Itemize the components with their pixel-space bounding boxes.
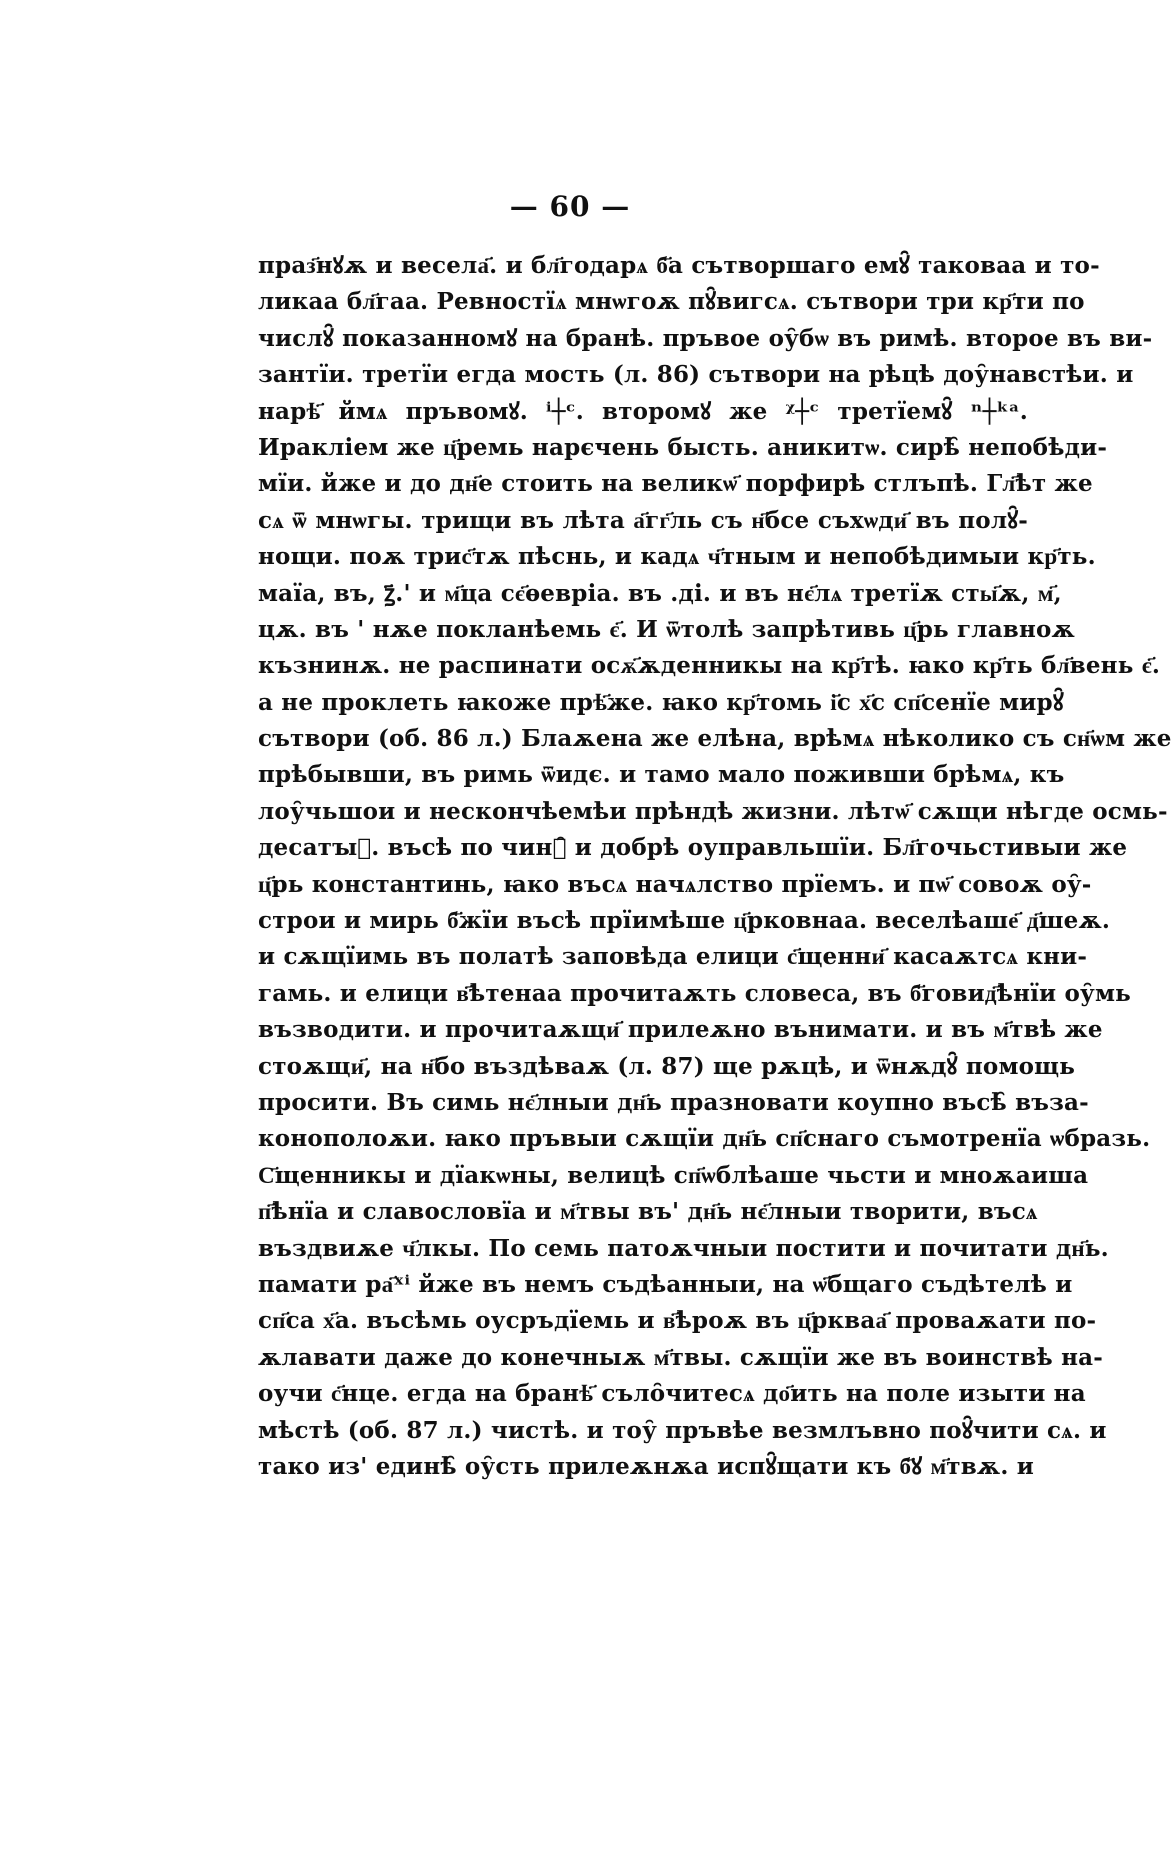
text-line: п҃ѣнїа и славословїа и м҃твы въ' дн҃ь нє҃лныи творити, въсѧ bbox=[258, 1198, 1038, 1226]
text-line: къзнинѫ. не распинати осѫ҃ѫденникы на кр҃тѣ. ꙗко кр҃ть бл҃вень є҃. bbox=[258, 652, 1161, 680]
text-line: и сѫщїимь въ полатѣ заповѣда елици с҃щенни҃ касаѫтсѧ кни- bbox=[258, 943, 1088, 971]
text-line: тако из' единѣ̑ оу̑сть прилеѫнѫа испꙋ̑щати къ б҃ꙋ м҃твѫ. и bbox=[258, 1452, 1035, 1480]
text-line: С҃щенникы и дїакѡны, велицѣ сп҃ѡблѣаше чьсти и мноѫаиша bbox=[258, 1161, 1089, 1189]
text-line: сътвори (об. 86 л.) Блаѫена же елѣна, врѣмѧ нѣколико съ сн҃ѡм же bbox=[258, 725, 1172, 753]
text-line: прѣбывши, въ римь ѿидє. и тамо мало поживши брѣмѧ, къ bbox=[258, 761, 1065, 789]
text-line: Иракліем же ц҃ремь нарєчень бысть. аникитѡ. сирѣ̑ непобѣди- bbox=[258, 433, 1108, 461]
text-line: стоѫщи҃, на н҃бо въздѣваѫ (л. 87) ще рѫцѣ, и ѿнѫдꙋ̑ помощь bbox=[258, 1052, 1076, 1080]
text-line: десатꙑ҃. въсѣ по чинꙋ̑ и добрѣ оуправльшїи. Бл҃гочьстивыи же bbox=[258, 834, 1128, 862]
text-line: просити. Въ симь нє҃лныи дн҃ь празновати коупно въсѣ̑ въза- bbox=[258, 1088, 1089, 1116]
text-line: възводити. и прочитаѫщи҃ прилеѫно вънимати. и въ м҃твѣ же bbox=[258, 1016, 1103, 1044]
text-line: сѧ ѿ мнѡгы. трищи въ лѣта а҃гг҃ль съ н҃бсе съхѡди҃ въ полꙋ̑- bbox=[258, 506, 1028, 534]
text-line: мѣстѣ (об. 87 л.) чистѣ. и тоу̑ пръвѣе везмлъвно поꙋ̑чити сѧ. и bbox=[258, 1416, 1107, 1444]
text-line: цѫ. въ ' нѫе покланѣемь є҃. И ѿтолѣ запрѣтивь ц҃рь главноѫ bbox=[258, 615, 1075, 643]
text-line: ликаа бл҃гаа. Ревностїѧ мнѡгоѫ пꙋ̑вигсѧ. сътвори три кр҃ти по bbox=[258, 288, 1085, 316]
text-line: мїи. йже и до дн҃е стоить на великѡ҃ порфирѣ стлъпѣ. Гл҃ѣт же bbox=[258, 470, 1093, 498]
text-line: ц҃рь константинь, ꙗко въсѧ начѧлство прїемъ. и пѡ҃ совоѫ оу̑- bbox=[258, 870, 1092, 898]
text-line: оучи с҃нце. егда на бранѣ҃ съло̑читесѧ до҃ить на поле изыти на bbox=[258, 1380, 1086, 1408]
text-line: въздвиѫе ч҃лкы. По семь патоѫчныи постити и почитати дн҃ь. bbox=[258, 1234, 1109, 1262]
text-line: нощи. поѫ трис҃тѫ пѣснь, и кадѧ ч҃тным и непобѣдимыи кр҃ть. bbox=[258, 543, 1096, 571]
text-line: строи и мирь б҃жїи въсѣ прїимѣше ц҃рковнаа. веселѣаше҃ д҃шеѫ. bbox=[258, 907, 1111, 935]
text-line: конопoлоѫи. ꙗко пръвыи сѫщїи дн҃ь сп҃снаго съмотренїа ѡбразь. bbox=[258, 1125, 1151, 1153]
text-line: нарѣ҃ ймѧ пръвомꙋ. ⁱ┼ᶜ. второмꙋ же ᵡ┼ᶜ третїемꙋ̑ ⁿ┼ᵏᵃ. bbox=[258, 397, 1028, 425]
text-line: памати ра҃ˣⁱ йже въ немъ съдѣанныи, на ѡ҃бщаго съдѣтелѣ и bbox=[258, 1270, 1073, 1298]
text-line: лоу̑чьшои и нескончѣемѣи прѣндѣ жизни. лѣтѡ҃ сѫщи нѣгде осмь- bbox=[258, 797, 1168, 825]
text-line: сп҃са х҃а. въсѣмь оусръдїемь и в҃ѣроѫ въ ц҃ркваа҃ проваѫати по- bbox=[258, 1307, 1097, 1335]
text-line: праз҃нꙋѫ и весела҃. и бл҃годарѧ б҃а сътворшаго емꙋ̑ таковаа и то- bbox=[258, 252, 1100, 279]
page-number: — 60 — bbox=[509, 190, 631, 223]
text-line: зантїи. третїи егда мость (л. 86) сътвори на рѣцѣ доу̑навстѣи. и bbox=[258, 361, 1134, 389]
text-line: гамь. и елици в҃ѣтенаа прочитаѫть словеса, въ б҃говид҃ѣнїи оу̑мь bbox=[258, 979, 1131, 1007]
text-line: маїа, въ, ꙁ҃.' и м҃ца сє҃ѳевріа. въ .ді. и въ нє҃лѧ третїѫ сты҃ѫ, м҃, bbox=[258, 579, 1062, 607]
text-line: а не проклеть ꙗкоже прѣ҃же. ꙗко кр҃томь і҃с х҃с сп҃сенїе мирꙋ̑ bbox=[258, 688, 1064, 716]
text-line: ѫлавати даже до конечныѫ м҃твы. сѫщїи же въ воинствѣ на- bbox=[258, 1343, 1103, 1371]
text-line: числꙋ̑ показанномꙋ на бранѣ. пръвое оу̑бѡ въ римѣ. второе въ ви- bbox=[258, 324, 1153, 352]
body-text bbox=[258, 248, 1172, 1485]
